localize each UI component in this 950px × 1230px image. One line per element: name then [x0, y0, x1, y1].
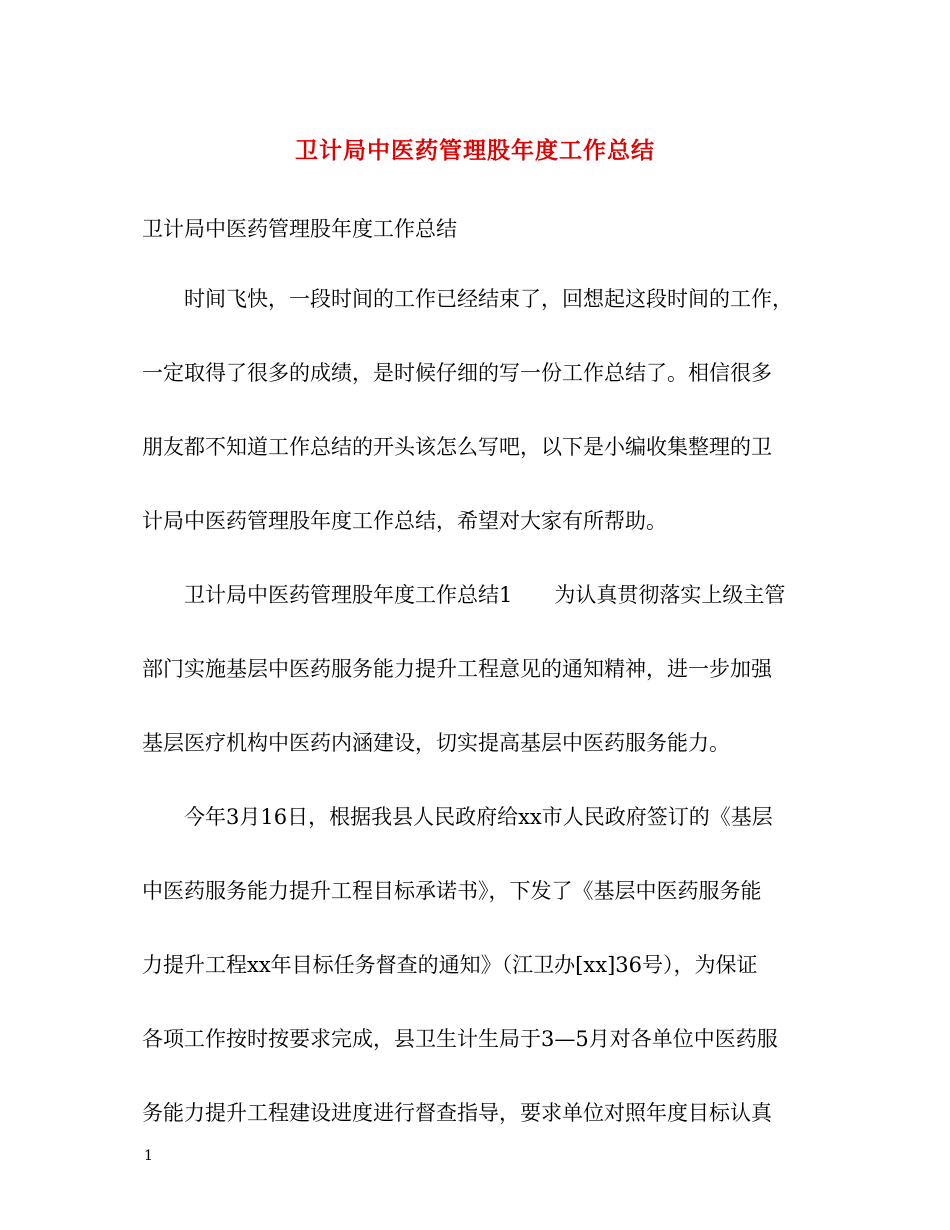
body-line-subtitle: 卫计局中医药管理股年度工作总结 — [142, 217, 457, 241]
body-line: 中医药服务能力提升工程目标承诺书》，下发了《基层中医药服务能 — [142, 879, 762, 903]
body-line: 今年3月16日，根据我县人民政府给xx市人民政府签订的《基层 — [184, 805, 773, 829]
body-line: 朋友都不知道工作总结的开头该怎么写吧，以下是小编收集整理的卫 — [142, 435, 772, 459]
body-line: 基层医疗机构中医药内涵建设，切实提高基层中医药服务能力。 — [142, 731, 730, 755]
body-line: 时间飞快，一段时间的工作已经结束了，回想起这段时间的工作， — [184, 287, 793, 311]
document-title: 卫计局中医药管理股年度工作总结 — [295, 137, 655, 164]
page-number: 1 — [144, 1148, 153, 1164]
body-line: 务能力提升工程建设进度进行督查指导，要求单位对照年度目标认真 — [142, 1101, 772, 1125]
document-body — [142, 215, 818, 1173]
body-line: 卫计局中医药管理股年度工作总结1 为认真贯彻落实上级主管 — [184, 583, 786, 607]
body-line: 各项工作按时按要求完成，县卫生计生局于3—5月对各单位中医药服 — [142, 1027, 778, 1051]
body-line: 计局中医药管理股年度工作总结，希望对大家有所帮助。 — [142, 509, 667, 533]
body-line: 力提升工程xx年目标任务督查的通知》（江卫办[xx]36号），为保证 — [142, 953, 758, 977]
body-line: 部门实施基层中医药服务能力提升工程意见的通知精神，进一步加强 — [142, 657, 772, 681]
body-line: 一定取得了很多的成绩，是时候仔细的写一份工作总结了。相信很多 — [142, 361, 772, 385]
